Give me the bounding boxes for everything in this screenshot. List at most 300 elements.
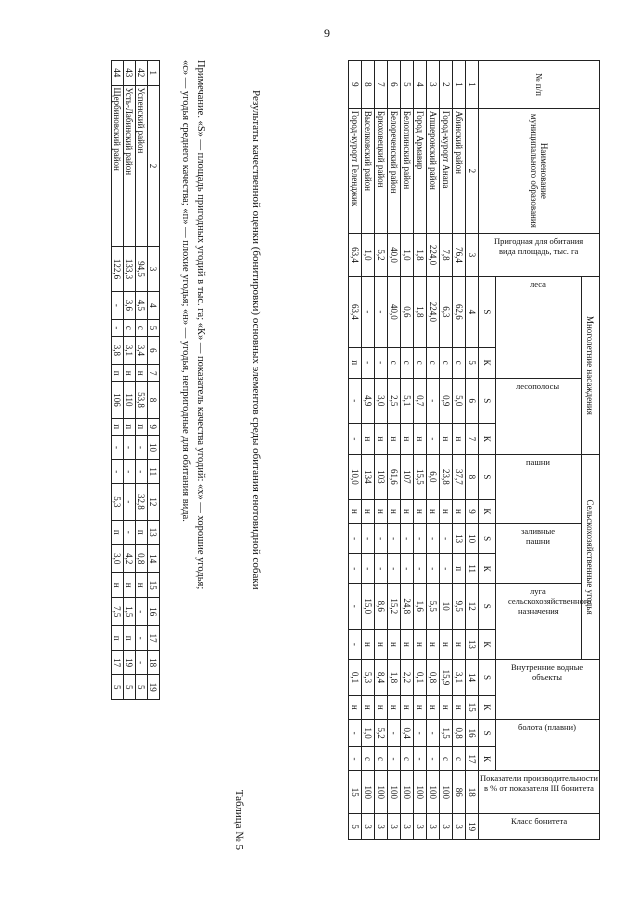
table-cell: 10,0 [349, 454, 362, 499]
table-cell: 5,3 [362, 660, 375, 695]
table-cell: 1,5 [440, 719, 453, 747]
table-cell: 6,3 [440, 277, 453, 348]
table-row [440, 61, 453, 840]
table-cell: 9 [466, 499, 479, 523]
table-cell: с [427, 347, 440, 378]
table-cell: - [349, 523, 362, 553]
table-cell: н [453, 629, 466, 660]
table-cell: 110 [124, 382, 136, 418]
table-cell: 63,4 [349, 277, 362, 348]
table-cell: 1,0 [362, 233, 375, 276]
table-cell: 7 [148, 365, 160, 382]
table-cell: 16 [148, 597, 160, 625]
table-cell: 3,4 [136, 336, 148, 364]
table-row [112, 61, 124, 700]
table-cell: н [362, 629, 375, 660]
table-cell: 10 [466, 523, 479, 553]
table-cell: 0,9 [440, 378, 453, 423]
table-cell: н [401, 499, 414, 523]
table-cell: 3,8 [112, 336, 124, 364]
table-cell: 0,1 [414, 660, 427, 695]
header-swamp: болота (плавни) [518, 721, 577, 732]
table-cell: с [453, 747, 466, 771]
table-cell: 9 [349, 61, 362, 109]
table-cell: 3 [427, 814, 440, 840]
table-note [178, 60, 208, 820]
header-water: Внутренние водные объекты [511, 662, 584, 683]
table-cell: 8 [466, 454, 479, 499]
table-cell: н [362, 695, 375, 719]
table-cell: 5,2 [375, 719, 388, 747]
table-cell: 3,0 [375, 378, 388, 423]
table-cell: - [136, 460, 148, 484]
table-cell: н [136, 365, 148, 382]
table-cell: с [440, 747, 453, 771]
table-cell: 16 [466, 719, 479, 747]
table-cell: Белореченский район [388, 108, 401, 233]
table-cell: 8 [362, 61, 375, 109]
table-cell: 5 [349, 814, 362, 840]
table-cell: - [388, 719, 401, 747]
note-line-2: «с» — угодья среднего качества; «п» — плохие угодья; «н» — угодья, непригодные для обитания вида. [180, 60, 191, 522]
table-cell: н [427, 629, 440, 660]
header-forest-group: Многолетние насаждения [581, 277, 599, 455]
table-cell: - [362, 347, 375, 378]
table-cell: н [401, 629, 414, 660]
header-class: Класс бонитета [510, 816, 568, 827]
header-k: К [479, 747, 496, 771]
table-cell: - [427, 719, 440, 747]
table-cell: н [440, 423, 453, 454]
table-cell: 44 [112, 61, 124, 86]
table-cell: 0,8 [453, 719, 466, 747]
header-k: К [479, 423, 496, 454]
table-cell: с [453, 347, 466, 378]
table-row [401, 61, 414, 840]
header-flooded: заливные пашни [521, 525, 556, 546]
table-cell: н [375, 423, 388, 454]
table-cell: 3 [453, 814, 466, 840]
table-cell: 6 [388, 61, 401, 109]
table-row [136, 61, 148, 700]
table-cell: н [427, 695, 440, 719]
table-cell: 3 [401, 814, 414, 840]
table-cell: 5,1 [401, 378, 414, 423]
table-cell: 40,0 [388, 233, 401, 276]
table-cell: н [388, 423, 401, 454]
table-cell: Брюховецкий район [375, 108, 388, 233]
table-cell: Выселковский район [362, 108, 375, 233]
table-cell: 0,7 [414, 378, 427, 423]
table-cell: 15,9 [440, 660, 453, 695]
table-cell: Щербиновский район [112, 85, 124, 247]
table-cell: - [427, 378, 440, 423]
table-cell: 23,8 [440, 454, 453, 499]
table-cell: 24,8 [401, 584, 414, 629]
table-cell: - [427, 554, 440, 584]
table-cell: - [349, 719, 362, 747]
table-cell: н [440, 629, 453, 660]
table-cell: 15,0 [362, 584, 375, 629]
table-cell: н [453, 695, 466, 719]
table-cell: н [375, 499, 388, 523]
table-cell: 19 [148, 675, 160, 700]
table-cell: 1,8 [388, 660, 401, 695]
table-cell: н [375, 695, 388, 719]
table-cell: н [124, 365, 136, 382]
table-cell: 133,3 [124, 247, 136, 291]
table-cell: 0,8 [427, 660, 440, 695]
table-cell: 11 [148, 460, 160, 484]
table-cell: - [375, 554, 388, 584]
table-cell: 8,6 [375, 584, 388, 629]
table-cell: 100 [375, 771, 388, 814]
table-cell: н [401, 423, 414, 454]
table-cell: Абинский район [453, 108, 466, 233]
table-cell: 13 [466, 629, 479, 660]
table-cell: 106 [112, 382, 124, 418]
table-cell: 0,8 [136, 545, 148, 573]
header-forest: леса [530, 279, 547, 290]
table-cell: н [440, 695, 453, 719]
header-s: S [479, 719, 496, 747]
table-cell: 134 [362, 454, 375, 499]
table-cell: - [427, 523, 440, 553]
table-cell: 7,8 [440, 233, 453, 276]
table-cell: - [112, 435, 124, 460]
header-s: S [479, 378, 496, 423]
table-cell: 3 [362, 814, 375, 840]
table-row [414, 61, 427, 840]
table-cell: 4,2 [124, 545, 136, 573]
table-cell: 122,6 [112, 247, 124, 291]
table-cell: 15,2 [388, 584, 401, 629]
table-cell: - [375, 347, 388, 378]
table-cell: с [124, 320, 136, 337]
table-row [375, 61, 388, 840]
table-cell: 2 [466, 108, 479, 233]
table-cell: - [349, 423, 362, 454]
table-cell: 18 [148, 650, 160, 675]
table-cell: - [375, 523, 388, 553]
table-cell: н [388, 499, 401, 523]
header-meadow: луга сельскохозяйственного назначения [508, 586, 592, 617]
header-productivity: Показатели производительности в % от показателя III бонитета [480, 773, 598, 794]
table-cell: н [388, 695, 401, 719]
table-cell: н [427, 499, 440, 523]
table-cell: н [453, 423, 466, 454]
table-cell: 61,6 [388, 454, 401, 499]
table-cell: 7 [375, 61, 388, 109]
table-cell: 13 [148, 520, 160, 545]
table-cell: с [401, 347, 414, 378]
table-cell: 3 [414, 814, 427, 840]
table-cell: 5 [112, 675, 124, 700]
table-cell: 1,5 [124, 597, 136, 625]
table-cell: 3 [440, 814, 453, 840]
table-cell: н [362, 499, 375, 523]
table-cell: 15,5 [414, 454, 427, 499]
table-cell: - [362, 554, 375, 584]
table-cell: - [427, 747, 440, 771]
header-s: S [479, 523, 496, 553]
table-cell: 19 [466, 814, 479, 840]
table-cell: - [112, 291, 124, 319]
table-cell: - [401, 554, 414, 584]
table-cell: п [112, 626, 124, 651]
table-cell: 19 [124, 650, 136, 675]
table-cell: 100 [427, 771, 440, 814]
table-cell: 9 [148, 418, 160, 435]
table-cell: п [136, 418, 148, 435]
table-cell: 6 [466, 378, 479, 423]
table-cell: с [401, 747, 414, 771]
table-cell: - [427, 423, 440, 454]
table-cell: 86 [453, 771, 466, 814]
table-cell: с [414, 347, 427, 378]
header-area: Пригодная для обитания вида площадь, тыс. га [494, 235, 584, 256]
table-cell: н [375, 629, 388, 660]
table-cell: 17 [466, 747, 479, 771]
table-cell: 0,6 [401, 277, 414, 348]
table-cell: 5,2 [375, 233, 388, 276]
table-cell: 37,7 [453, 454, 466, 499]
table-row [427, 61, 440, 840]
table-cell: Апшеронский район [427, 108, 440, 233]
table-cell: - [124, 520, 136, 545]
table-cell: - [136, 597, 148, 625]
table-cell: 1 [466, 61, 479, 109]
table-cell: - [349, 554, 362, 584]
table-cell: 4 [148, 291, 160, 319]
table-cell: н [414, 499, 427, 523]
table-cell: 100 [414, 771, 427, 814]
table-cell: - [414, 554, 427, 584]
upper-table-index-row [148, 61, 160, 700]
table-cell: 1,8 [414, 233, 427, 276]
table-cell: 5 [401, 61, 414, 109]
table-cell: н [388, 629, 401, 660]
header-s: S [479, 277, 496, 348]
table-cell: 224,0 [427, 233, 440, 276]
table-cell: - [349, 584, 362, 629]
table-cell: 43 [124, 61, 136, 86]
header-k: К [479, 347, 496, 378]
table-cell: с [440, 347, 453, 378]
table-row [349, 61, 362, 840]
header-k: К [479, 554, 496, 584]
table-cell: с [136, 320, 148, 337]
table-cell: п [453, 554, 466, 584]
table-cell: п [112, 418, 124, 435]
table-cell: 13 [453, 523, 466, 553]
table-cell: - [124, 460, 136, 484]
table-cell: 5 [148, 320, 160, 337]
table-cell: 4,5 [136, 291, 148, 319]
header-agri-group: Сельскохозяйственные угодья [581, 454, 599, 659]
table-cell: 5,0 [453, 378, 466, 423]
table-cell: 14 [148, 545, 160, 573]
table-cell: н [414, 423, 427, 454]
table-cell: 6,0 [427, 454, 440, 499]
note-line-1: Примечание. «S» — площадь пригодных угодий в тыс. га; «К» — показатель качества угодий: «х» — хорошие угодья; [195, 60, 206, 590]
table-cell: - [349, 747, 362, 771]
table-cell: Город-курорт Геленджик [349, 108, 362, 233]
table-cell: Город-курорт Анапа [440, 108, 453, 233]
table-cell: 2 [148, 85, 160, 247]
table-cell: 76,4 [453, 233, 466, 276]
table-cell: 17 [112, 650, 124, 675]
table-cell: - [375, 277, 388, 348]
table-cell: 107 [401, 454, 414, 499]
table-cell: 5 [136, 675, 148, 700]
table-cell: н [440, 499, 453, 523]
table-cell: 63,4 [349, 233, 362, 276]
table-cell: - [362, 277, 375, 348]
page-number: 9 [324, 26, 330, 40]
table-cell: 100 [362, 771, 375, 814]
table-cell: - [414, 747, 427, 771]
table-cell: 14 [466, 660, 479, 695]
table-cell: 7 [466, 423, 479, 454]
table-cell: - [349, 629, 362, 660]
rotated-content [80, 50, 640, 870]
table-cell: 15 [466, 695, 479, 719]
table-cell: - [388, 554, 401, 584]
table-cell: 100 [401, 771, 414, 814]
table-cell: - [440, 554, 453, 584]
table-cell: 100 [388, 771, 401, 814]
table-cell: 3,0 [112, 545, 124, 573]
table-row [453, 61, 466, 840]
header-k: К [479, 629, 496, 660]
table-cell: 3 [427, 61, 440, 109]
table-cell: 3,6 [124, 291, 136, 319]
table-cell: н [362, 423, 375, 454]
table-cell: - [112, 320, 124, 337]
table-cell: 3 [375, 814, 388, 840]
table-cell: - [112, 460, 124, 484]
table-cell: 1 [148, 61, 160, 86]
main-table-index-row [466, 61, 479, 840]
table-row [362, 61, 375, 840]
table-cell: 0,1 [349, 660, 362, 695]
table-cell: 1,8 [414, 277, 427, 348]
main-table [348, 60, 600, 840]
table-cell: 3,1 [453, 660, 466, 695]
table-cell: 5,3 [112, 484, 124, 520]
table-cell: п [136, 520, 148, 545]
table-row [124, 61, 136, 700]
table-cell: 4,9 [362, 378, 375, 423]
table-cell: 0,4 [401, 719, 414, 747]
table-cell: - [440, 523, 453, 553]
table-cell: н [124, 573, 136, 598]
table-cell: 8,4 [375, 660, 388, 695]
table-cell: - [349, 378, 362, 423]
table-cell: с [362, 747, 375, 771]
table-cell: 42 [136, 61, 148, 86]
header-arable: пашни [526, 456, 551, 467]
table-cell: н [349, 695, 362, 719]
table-cell: н [401, 695, 414, 719]
table-cell: - [414, 719, 427, 747]
table-cell: 32,8 [136, 484, 148, 520]
table-cell: - [136, 650, 148, 675]
table-cell: 1,6 [414, 584, 427, 629]
table-cell: 15 [148, 573, 160, 598]
table-cell: Город Армавир [414, 108, 427, 233]
table-cell: Белоглинский район [401, 108, 414, 233]
table-cell: - [388, 747, 401, 771]
table-cell: с [375, 747, 388, 771]
header-s: S [479, 660, 496, 695]
table-cell: Успенский район [136, 85, 148, 247]
table-cell: п [349, 347, 362, 378]
table-cell: п [112, 365, 124, 382]
header-k: К [479, 499, 496, 523]
table-cell: - [401, 523, 414, 553]
table-cell: 3,1 [124, 336, 136, 364]
table-cell: 11 [466, 554, 479, 584]
table-cell: - [136, 626, 148, 651]
table-cell: 17 [148, 626, 160, 651]
table-cell: 4 [466, 277, 479, 348]
table-cell: 5 [466, 347, 479, 378]
table-cell: 103 [375, 454, 388, 499]
table-cell: - [362, 523, 375, 553]
table-cell: 18 [466, 771, 479, 814]
table-cell: 100 [440, 771, 453, 814]
table-cell: 62,6 [453, 277, 466, 348]
table-cell: 2,2 [401, 660, 414, 695]
table-cell: п [124, 626, 136, 651]
table-cell: 40,0 [388, 277, 401, 348]
table-cell: 12 [466, 584, 479, 629]
table-cell: 3 [466, 233, 479, 276]
header-shelter: лесополосы [516, 380, 560, 391]
table-cell: п [112, 520, 124, 545]
table-cell: Усть-Лабинский район [124, 85, 136, 247]
table-cell: п [124, 418, 136, 435]
table-cell: 10 [440, 584, 453, 629]
table-cell: н [414, 629, 427, 660]
table-cell: 224,0 [427, 277, 440, 348]
table-cell: 5,5 [427, 584, 440, 629]
table-cell: 3 [388, 814, 401, 840]
header-s: S [479, 454, 496, 499]
table-cell: - [414, 523, 427, 553]
upper-table [111, 60, 160, 700]
table-cell: 2 [440, 61, 453, 109]
table-cell: 9,5 [453, 584, 466, 629]
table-cell: 6 [148, 336, 160, 364]
table-cell: 1 [453, 61, 466, 109]
table-cell: н [349, 499, 362, 523]
table-cell: 94,5 [136, 247, 148, 291]
table-cell: н [112, 573, 124, 598]
table-cell: - [124, 484, 136, 520]
table-cell: н [414, 695, 427, 719]
table-row [388, 61, 401, 840]
table-cell: 4 [414, 61, 427, 109]
table-cell: - [136, 435, 148, 460]
table-cell: - [124, 435, 136, 460]
table-cell: 1,0 [362, 719, 375, 747]
header-name: Наименование муниципального образования [479, 108, 600, 233]
table-cell: 15 [349, 771, 362, 814]
header-k: К [479, 695, 496, 719]
